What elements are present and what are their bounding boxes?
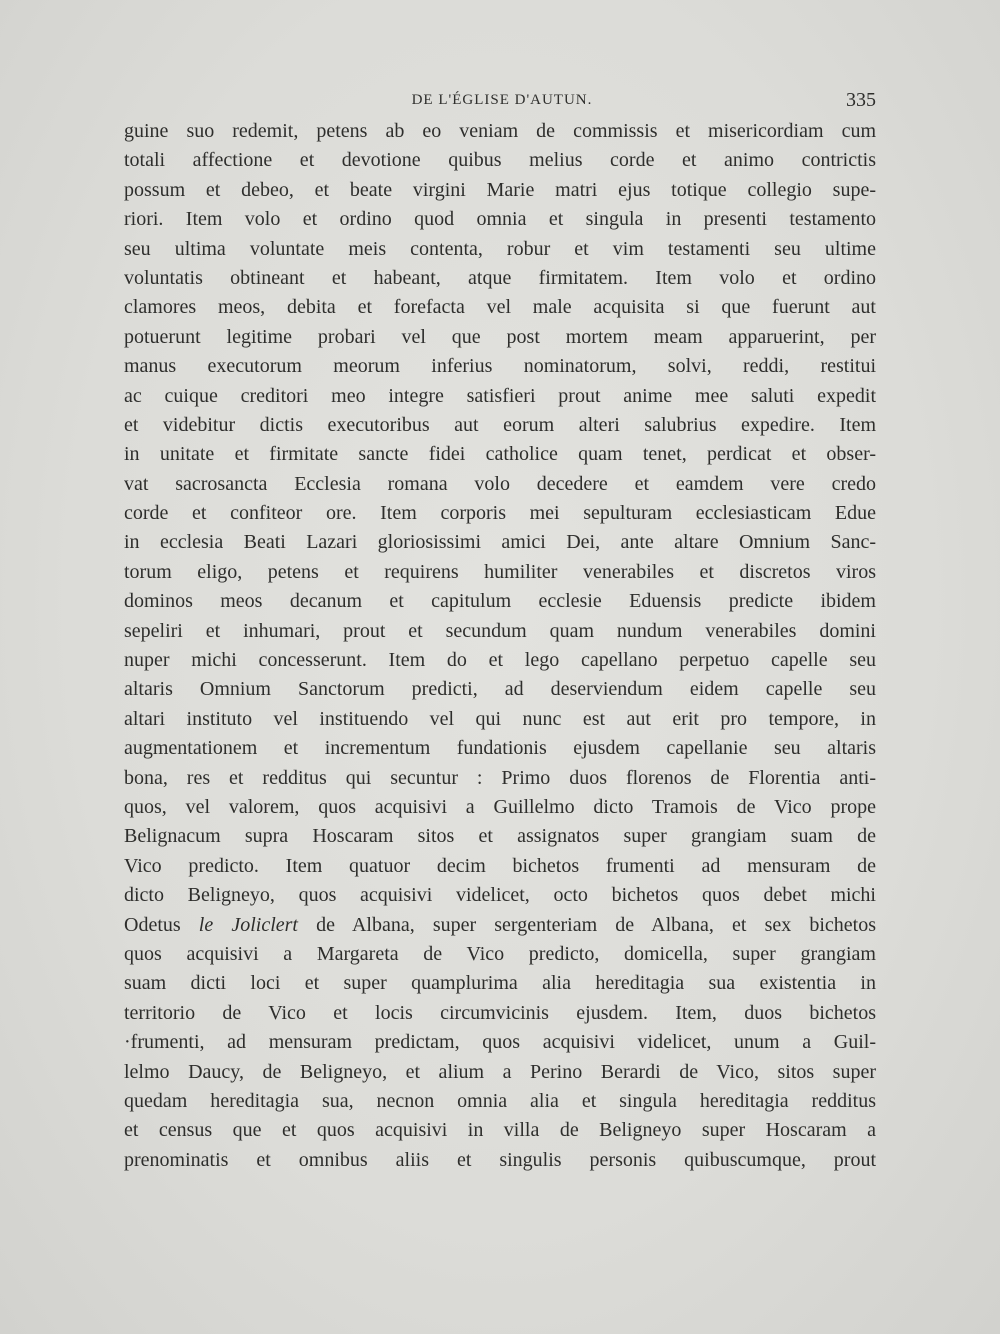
body-text: [124, 117, 876, 1175]
text-line: totali affectione et devotione quibus melius corde et animo contrictis: [124, 149, 876, 172]
running-head: [124, 88, 876, 112]
text-line: torum eligo, petens et requirens humiliter venerabiles et discretos viros: [124, 560, 876, 583]
text-line: Vico predicto. Item quatuor decim bichetos frumenti ad mensuram de: [124, 854, 876, 877]
text-line: in unitate et firmitate sancte fidei catholice quam tenet, perdicat et obser-: [124, 443, 876, 466]
text-line: quedam hereditagia sua, necnon omnia alia et singula hereditagia redditus: [124, 1089, 876, 1112]
text-line: Belignacum supra Hoscaram sitos et assignatos super grangiam suam de: [124, 825, 876, 848]
text-line: augmentationem et incrementum fundationis ejusdem capellanie seu altaris: [124, 737, 876, 760]
text-line: territorio de Vico et locis circumvicinis ejusdem. Item, duos bichetos: [124, 1001, 876, 1024]
italic-name: le Joliclert: [198, 913, 298, 936]
text-line: quos acquisivi a Margareta de Vico predicto, domicella, super grangiam: [124, 942, 876, 965]
text-line: manus executorum meorum inferius nominatorum, solvi, reddi, restitui: [124, 355, 876, 378]
text-line: suam dicti loci et super quamplurima alia hereditagia sua existentia in: [124, 972, 876, 995]
text-line: possum et debeo, et beate virgini Marie matri ejus totique collegio supe-: [124, 178, 876, 201]
text-segment: de Albana, super sergenteriam de Albana, et sex bichetos: [297, 913, 876, 936]
text-segment: Odetus: [124, 913, 199, 936]
text-line: quos, vel valorem, quos acquisivi a Guillelmo dicto Tramois de Vico prope: [124, 795, 876, 818]
text-line: riori. Item volo et ordino quod omnia et singula in presenti testamento: [124, 208, 876, 231]
text-line: dicto Beligneyo, quos acquisivi videlicet, octo bichetos quos debet michi: [124, 884, 876, 907]
text-line: guine suo redemit, petens ab eo veniam de commissis et misericordiam cum: [124, 120, 876, 142]
text-line: bona, res et redditus qui secuntur : Primo duos florenos de Florentia anti-: [124, 766, 876, 789]
text-line: prenominatis et omnibus aliis et singulis personis quibuscumque, prout: [124, 1148, 876, 1171]
text-line: voluntatis obtineant et habeant, atque firmitatem. Item volo et ordino: [124, 266, 876, 289]
text-line: potuerunt legitime probari vel que post mortem meam apparuerint, per: [124, 325, 876, 348]
text-line: in ecclesia Beati Lazari gloriosissimi amici Dei, ante altare Omnium Sanc-: [124, 531, 876, 554]
text-line: ac cuique creditori meo integre satisfieri prout anime mee saluti expedit: [124, 384, 876, 407]
text-line: dominos meos decanum et capitulum ecclesie Eduensis predicte ibidem: [124, 590, 876, 613]
text-line-with-italic: [124, 911, 876, 940]
text-line: vat sacrosancta Ecclesia romana volo decedere et eamdem vere credo: [124, 472, 876, 495]
text-line: et census que et quos acquisivi in villa de Beligneyo super Hoscaram a: [124, 1119, 876, 1142]
text-line: corde et confiteor ore. Item corporis mei sepulturam ecclesiasticam Edue: [124, 502, 876, 525]
text-line: altaris Omnium Sanctorum predicti, ad deserviendum eidem capelle seu: [124, 678, 876, 701]
text-line: lelmo Daucy, de Beligneyo, et alium a Perino Berardi de Vico, sitos super: [124, 1060, 876, 1083]
text-line: sepeliri et inhumari, prout et secundum quam nundum venerabiles domini: [124, 619, 876, 642]
text-line: clamores meos, debita et forefacta vel male acquisita si que fuerunt aut: [124, 296, 876, 319]
running-title: DE L'ÉGLISE D'AUTUN.: [411, 92, 593, 108]
text-line: ·frumenti, ad mensuram predictam, quos acquisivi videlicet, unum a Guil-: [124, 1031, 876, 1054]
text-line: et videbitur dictis executoribus aut eorum alteri salubrius expedire. Item: [124, 413, 876, 436]
text-line: seu ultima voluntate meis contenta, robur et vim testamenti seu ultime: [124, 237, 876, 260]
text-line: altari instituto vel instituendo vel qui nunc est aut erit pro tempore, in: [124, 707, 876, 730]
text-line: nuper michi concesserunt. Item do et lego capellano perpetuo capelle seu: [124, 649, 876, 672]
page-number: 335: [846, 89, 876, 111]
